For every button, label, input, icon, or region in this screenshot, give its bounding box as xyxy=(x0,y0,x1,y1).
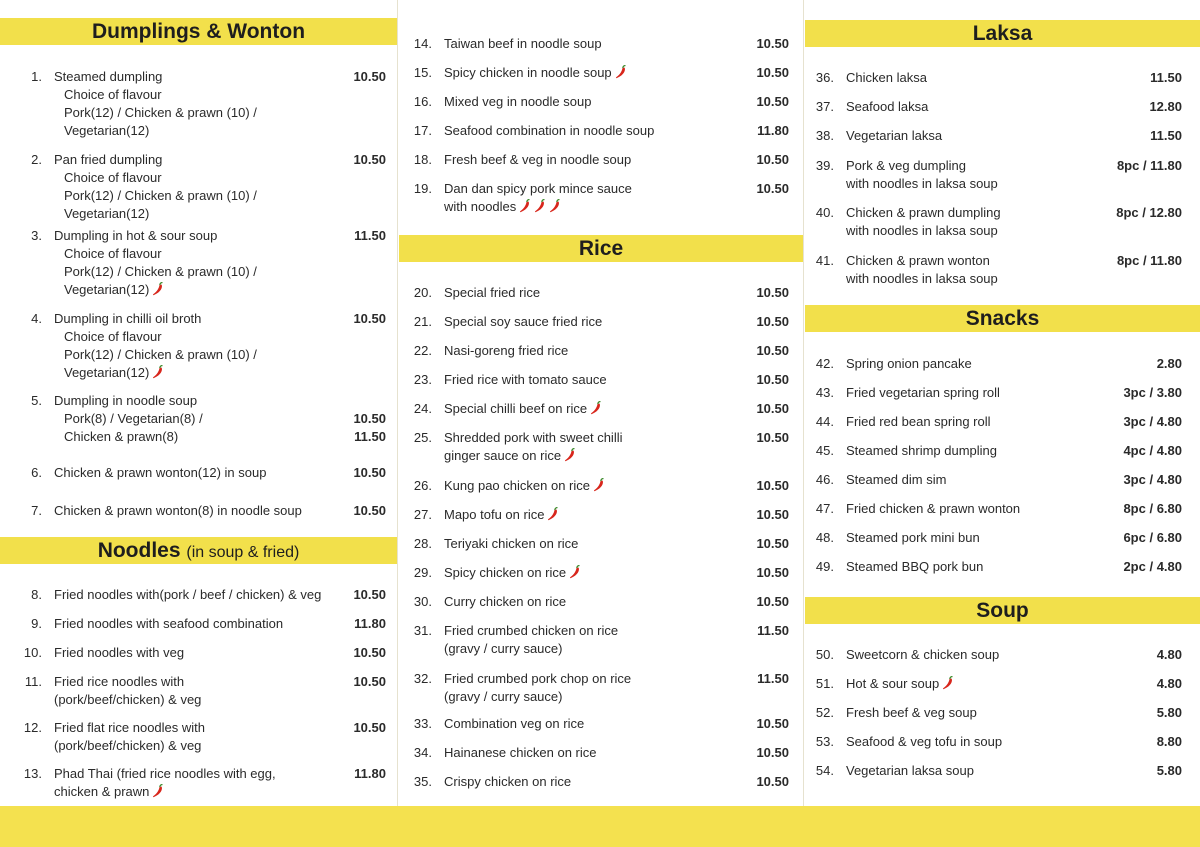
menu-item-number: 8. xyxy=(31,587,42,602)
menu-item-name: Fried rice noodles with xyxy=(54,674,185,689)
menu-item-price: 12.80 xyxy=(1149,99,1182,114)
menu-item-name: Steamed shrimp dumpling xyxy=(846,443,998,458)
menu-item-price: 3pc / 3.80 xyxy=(1123,385,1182,400)
menu-item-price: 10.50 xyxy=(756,372,789,387)
menu-item-number: 21. xyxy=(413,314,432,329)
section-subtitle-noodles: (in soup & fried) xyxy=(186,544,300,561)
menu-item-price: 11.80 xyxy=(354,616,386,631)
menu-item-price: 5.80 xyxy=(1156,763,1182,778)
menu-item xyxy=(22,227,386,299)
menu-item-name: Nasi-goreng fried rice xyxy=(444,343,569,358)
menu-item-name: Seafood combination in noodle soup xyxy=(444,123,655,138)
menu-item-detail: (pork/beef/chicken) & veg xyxy=(54,692,202,707)
spicy-indicator xyxy=(149,784,164,799)
menu-item-detail: (pork/beef/chicken) & veg xyxy=(54,738,202,753)
menu-item-price: 10.50 xyxy=(353,465,386,480)
section-heading-soup xyxy=(805,597,1200,624)
menu-item-number: 15. xyxy=(413,65,432,80)
menu-item xyxy=(22,719,386,755)
menu-item-detail: (gravy / curry sauce) xyxy=(444,689,563,704)
section-title-soup: Soup xyxy=(976,599,1029,622)
chili-pepper-icon xyxy=(590,401,602,415)
menu-item xyxy=(814,252,1182,288)
menu-item-name: Seafood laksa xyxy=(846,99,929,114)
chili-pepper-icon xyxy=(569,565,581,579)
menu-item-name: Fresh beef & veg soup xyxy=(846,705,977,720)
menu-item-price: 10.50 xyxy=(756,565,789,580)
menu-item-detail: Vegetarian(12) xyxy=(64,206,150,221)
menu-item-price: 10.50 xyxy=(756,536,789,551)
spicy-indicator xyxy=(939,676,954,691)
menu-item-name: Chicken & prawn dumpling xyxy=(846,205,1001,220)
chili-pepper-icon xyxy=(547,507,559,521)
menu-item-price: 10.50 xyxy=(353,720,386,735)
menu-item-number: 53. xyxy=(815,734,834,749)
menu-item-price: 10.50 xyxy=(756,343,789,358)
menu-item-price: 10.50 xyxy=(756,774,789,789)
menu-item-price: 8pc / 11.80 xyxy=(1116,158,1182,173)
menu-item xyxy=(412,93,789,111)
menu-item-name: Curry chicken on rice xyxy=(444,594,567,609)
menu-item xyxy=(814,704,1182,722)
spicy-indicator xyxy=(612,65,627,80)
menu-item xyxy=(22,586,386,604)
menu-item-price: 10.50 xyxy=(353,411,386,426)
menu-item-price: 3pc / 4.80 xyxy=(1123,414,1182,429)
menu-item xyxy=(814,157,1182,193)
menu-item-name: Combination veg on rice xyxy=(444,716,585,731)
menu-item-price: 4.80 xyxy=(1156,676,1182,691)
menu-item xyxy=(22,464,386,482)
menu-item-number: 33. xyxy=(413,716,432,731)
menu-item-price: 5.80 xyxy=(1156,705,1182,720)
menu-item-name: Fried rice with tomato sauce xyxy=(444,372,607,387)
menu-item xyxy=(412,477,789,495)
menu-item-price: 11.50 xyxy=(1150,128,1182,143)
menu-item-number: 10. xyxy=(23,645,42,660)
menu-item-price: 3pc / 4.80 xyxy=(1123,472,1182,487)
menu-item-detail: Choice of flavour xyxy=(64,246,162,261)
spicy-indicator xyxy=(544,507,559,522)
menu-item-price: 10.50 xyxy=(756,716,789,731)
menu-item-detail: Pork(12) / Chicken & prawn (10) / xyxy=(64,188,257,203)
menu-item-number: 22. xyxy=(413,343,432,358)
spicy-indicator xyxy=(561,448,576,463)
menu-item-name: Dumpling in noodle soup xyxy=(54,393,198,408)
menu-item-number: 45. xyxy=(815,443,834,458)
menu-item-number: 1. xyxy=(31,69,42,84)
menu-item-detail: Vegetarian(12) xyxy=(64,281,164,299)
menu-item xyxy=(814,98,1182,116)
menu-item-number: 36. xyxy=(815,70,834,85)
menu-item-name: Shredded pork with sweet chilli xyxy=(444,430,623,445)
spicy-indicator xyxy=(587,401,602,416)
menu-item-name: Special fried rice xyxy=(444,285,541,300)
panel-fold-left xyxy=(397,0,398,806)
spicy-indicator xyxy=(149,282,164,297)
menu-item-name: Chicken laksa xyxy=(846,70,927,85)
menu-item xyxy=(412,773,789,791)
menu-item-price: 10.50 xyxy=(756,314,789,329)
menu-item-number: 48. xyxy=(815,530,834,545)
menu-item-price: 2.80 xyxy=(1156,356,1182,371)
menu-item-name: Fried flat rice noodles with xyxy=(54,720,206,735)
section-heading-laksa xyxy=(805,20,1200,47)
menu-item-number: 29. xyxy=(413,565,432,580)
menu-item-number: 35. xyxy=(413,774,432,789)
menu-item-name: Dumpling in chilli oil broth xyxy=(54,311,202,326)
menu-item-price: 11.80 xyxy=(354,766,386,781)
menu-item xyxy=(814,471,1182,489)
menu-item xyxy=(412,151,789,169)
menu-item-price: 2pc / 4.80 xyxy=(1123,559,1182,574)
menu-item xyxy=(814,558,1182,576)
chili-pepper-icon xyxy=(615,65,627,79)
menu-item xyxy=(814,204,1182,240)
menu-item-number: 4. xyxy=(31,311,42,326)
menu-item-price: 10.50 xyxy=(756,745,789,760)
menu-item-name: Spicy chicken in noodle soup xyxy=(444,64,627,82)
menu-item xyxy=(412,122,789,140)
menu-item xyxy=(814,675,1182,693)
section-title-laksa: Laksa xyxy=(972,22,1033,45)
menu-item xyxy=(412,284,789,302)
menu-item-name: Dumpling in hot & sour soup xyxy=(54,228,218,243)
menu-item-name: Special chilli beef on rice xyxy=(444,400,602,418)
menu-item-name: Phad Thai (fried rice noodles with egg, xyxy=(54,766,276,781)
menu-item-name: Mixed veg in noodle soup xyxy=(444,94,592,109)
menu-item xyxy=(814,355,1182,373)
menu-item-detail: Choice of flavour xyxy=(64,87,162,102)
menu-item-number: 30. xyxy=(413,594,432,609)
menu-item-price: 11.50 xyxy=(1150,70,1182,85)
menu-item-detail: Pork(12) / Chicken & prawn (10) / xyxy=(64,264,257,279)
menu-item-number: 41. xyxy=(815,253,834,268)
menu-item-price: 4pc / 4.80 xyxy=(1123,443,1182,458)
menu-item-name: Spicy chicken on rice xyxy=(444,564,581,582)
menu-item xyxy=(412,400,789,418)
menu-item-number: 50. xyxy=(815,647,834,662)
panel-fold-right xyxy=(803,0,804,806)
menu-item-price: 11.50 xyxy=(757,623,789,638)
menu-item-name: Steamed BBQ pork bun xyxy=(846,559,984,574)
menu-item-name: Fried vegetarian spring roll xyxy=(846,385,1000,400)
menu-item-number: 40. xyxy=(815,205,834,220)
menu-item xyxy=(412,342,789,360)
menu-item xyxy=(814,384,1182,402)
menu-item-detail: Pork(8) / Vegetarian(8) / xyxy=(64,411,203,426)
menu-item-name: Taiwan beef in noodle soup xyxy=(444,36,602,51)
menu-item xyxy=(814,529,1182,547)
menu-item xyxy=(814,69,1182,87)
menu-item-name: Fried noodles with veg xyxy=(54,645,185,660)
menu-item-price: 10.50 xyxy=(756,430,789,445)
menu-item-number: 47. xyxy=(815,501,834,516)
menu-item-number: 19. xyxy=(413,181,432,196)
menu-item-name: Chicken & prawn wonton(12) in soup xyxy=(54,465,267,480)
menu-item-price: 10.50 xyxy=(756,478,789,493)
menu-item-price: 8.80 xyxy=(1156,734,1182,749)
menu-item xyxy=(22,68,386,140)
menu-item-detail: Vegetarian(12) xyxy=(64,364,164,382)
menu-item-number: 5. xyxy=(31,393,42,408)
menu-item-detail: Pork(12) / Chicken & prawn (10) / xyxy=(64,347,257,362)
menu-item-number: 32. xyxy=(413,671,432,686)
menu-item-number: 43. xyxy=(815,385,834,400)
menu-item-price: 11.50 xyxy=(354,429,386,444)
menu-item-price: 10.50 xyxy=(353,311,386,326)
menu-item-price: 10.50 xyxy=(756,94,789,109)
menu-item-name: Fried crumbed chicken on rice xyxy=(444,623,619,638)
menu-item-price: 11.50 xyxy=(354,228,386,243)
menu-item-price: 10.50 xyxy=(353,587,386,602)
section-title-dumplings: Dumplings & Wonton xyxy=(91,20,306,43)
menu-item-number: 38. xyxy=(815,128,834,143)
section-heading-dumplings xyxy=(0,18,397,45)
menu-item-name: Hainanese chicken on rice xyxy=(444,745,597,760)
spicy-indicator xyxy=(516,199,561,214)
menu-item-name: Sweetcorn & chicken soup xyxy=(846,647,1000,662)
menu-item-price: 10.50 xyxy=(756,594,789,609)
menu-item-number: 12. xyxy=(23,720,42,735)
menu-item-name: Fried crumbed pork chop on rice xyxy=(444,671,632,686)
chili-pepper-icon xyxy=(152,365,164,379)
menu-item-detail: with noodles in laksa soup xyxy=(846,176,998,191)
menu-item-number: 2. xyxy=(31,152,42,167)
chili-pepper-icon xyxy=(152,784,164,798)
menu-item-name: Pan fried dumpling xyxy=(54,152,163,167)
section-heading-noodles xyxy=(0,537,397,564)
menu-item-detail: Vegetarian(12) xyxy=(64,123,150,138)
menu-item-number: 11. xyxy=(24,674,42,689)
menu-item-number: 16. xyxy=(413,94,432,109)
menu-item-name: Special soy sauce fried rice xyxy=(444,314,603,329)
menu-item-name: Steamed dumpling xyxy=(54,69,163,84)
menu-item-detail: ginger sauce on rice xyxy=(444,447,576,465)
menu-item-number: 39. xyxy=(815,158,834,173)
menu-item-price: 10.50 xyxy=(353,674,386,689)
chili-pepper-icon xyxy=(564,448,576,462)
menu-item-number: 49. xyxy=(815,559,834,574)
menu-item xyxy=(22,615,386,633)
chili-pepper-icon xyxy=(942,676,954,690)
menu-item xyxy=(22,502,386,520)
menu-item xyxy=(412,593,789,611)
menu-item-price: 10.50 xyxy=(756,285,789,300)
menu-item xyxy=(22,673,386,709)
menu-item-number: 25. xyxy=(413,430,432,445)
menu-item-detail: with noodles in laksa soup xyxy=(846,223,998,238)
menu-item-price: 10.50 xyxy=(756,181,789,196)
spicy-indicator xyxy=(149,365,164,380)
menu-item-detail: with noodles xyxy=(444,198,561,216)
menu-item-name: Chicken & prawn wonton(8) in noodle soup xyxy=(54,503,302,518)
menu-item-price: 10.50 xyxy=(353,69,386,84)
menu-item xyxy=(814,500,1182,518)
menu-item xyxy=(22,765,386,801)
menu-item-number: 13. xyxy=(23,766,42,781)
menu-item xyxy=(22,644,386,662)
menu-item xyxy=(412,371,789,389)
menu-item xyxy=(22,151,386,223)
menu-item-name: Crispy chicken on rice xyxy=(444,774,572,789)
menu-item-number: 26. xyxy=(413,478,432,493)
section-title-noodles: Noodles xyxy=(97,539,181,562)
menu-item-price: 10.50 xyxy=(756,507,789,522)
menu-item-detail: Choice of flavour xyxy=(64,170,162,185)
menu-item-price: 11.50 xyxy=(757,671,789,686)
menu-item-detail: chicken & prawn xyxy=(54,783,164,801)
section-heading-rice xyxy=(399,235,803,262)
menu-item-price: 10.50 xyxy=(756,401,789,416)
menu-item-number: 20. xyxy=(413,285,432,300)
menu-item xyxy=(412,622,789,658)
chili-pepper-icon xyxy=(534,199,546,213)
menu-item-name: Fried noodles with(pork / beef / chicken) & veg xyxy=(54,587,322,602)
menu-item-number: 3. xyxy=(31,228,42,243)
menu-item-name: Fried chicken & prawn wonton xyxy=(846,501,1021,516)
menu-item-name: Pork & veg dumpling xyxy=(846,158,966,173)
menu-item xyxy=(814,646,1182,664)
menu-item-price: 10.50 xyxy=(353,152,386,167)
menu-item xyxy=(412,715,789,733)
menu-item xyxy=(814,413,1182,431)
menu-item-number: 28. xyxy=(413,536,432,551)
menu-item-price: 10.50 xyxy=(756,152,789,167)
menu-item xyxy=(412,535,789,553)
menu-item-number: 6. xyxy=(31,465,42,480)
menu-item-name: Seafood & veg tofu in soup xyxy=(846,734,1003,749)
menu-item-name: Vegetarian laksa xyxy=(846,128,943,143)
menu-item-name: Teriyaki chicken on rice xyxy=(444,536,579,551)
menu-item-price: 8pc / 6.80 xyxy=(1123,501,1182,516)
menu-item xyxy=(412,64,789,82)
menu-item-name: Steamed pork mini bun xyxy=(846,530,980,545)
menu-item-detail: Choice of flavour xyxy=(64,329,162,344)
menu-item xyxy=(412,744,789,762)
menu-item-number: 42. xyxy=(815,356,834,371)
menu-item-name: Spring onion pancake xyxy=(846,356,972,371)
menu-item-name: Hot & sour soup xyxy=(846,675,954,693)
menu-item xyxy=(412,429,789,465)
menu-item-number: 34. xyxy=(413,745,432,760)
menu-item-price: 10.50 xyxy=(756,65,789,80)
menu-item-number: 52. xyxy=(815,705,834,720)
menu-item-number: 44. xyxy=(815,414,834,429)
menu-item-name: Chicken & prawn wonton xyxy=(846,253,990,268)
menu-item xyxy=(814,442,1182,460)
menu-item-price: 4.80 xyxy=(1156,647,1182,662)
menu-item-number: 18. xyxy=(413,152,432,167)
menu-item-name: Fried red bean spring roll xyxy=(846,414,991,429)
menu-item-name: Dan dan spicy pork mince sauce xyxy=(444,181,632,196)
menu-item-price: 10.50 xyxy=(353,503,386,518)
menu-item-number: 51. xyxy=(815,676,834,691)
menu-item-detail: Pork(12) / Chicken & prawn (10) / xyxy=(64,105,257,120)
menu-item xyxy=(814,733,1182,751)
menu-item-name: Steamed dim sim xyxy=(846,472,947,487)
menu-item-name: Fried noodles with seafood combination xyxy=(54,616,284,631)
section-heading-snacks xyxy=(805,305,1200,332)
menu-item-name: Fresh beef & veg in noodle soup xyxy=(444,152,632,167)
menu-item-number: 23. xyxy=(413,372,432,387)
menu-item-number: 54. xyxy=(815,763,834,778)
chili-pepper-icon xyxy=(519,199,531,213)
chili-pepper-icon xyxy=(152,282,164,296)
menu-item-number: 27. xyxy=(413,507,432,522)
menu-item-number: 9. xyxy=(31,616,42,631)
chili-pepper-icon xyxy=(593,478,605,492)
menu-item xyxy=(412,180,789,216)
menu-item xyxy=(412,313,789,331)
menu-item-number: 31. xyxy=(413,623,432,638)
menu-item xyxy=(814,127,1182,145)
menu-item-number: 14. xyxy=(413,36,432,51)
menu-item-number: 37. xyxy=(815,99,834,114)
menu-item-name: Kung pao chicken on rice xyxy=(444,477,605,495)
menu-item-number: 7. xyxy=(31,503,42,518)
menu-item-number: 17. xyxy=(413,123,432,138)
bottom-band xyxy=(0,806,1200,847)
menu-item xyxy=(814,762,1182,780)
menu-item xyxy=(412,564,789,582)
chili-pepper-icon xyxy=(549,199,561,213)
menu-item-detail: (gravy / curry sauce) xyxy=(444,641,563,656)
menu-item xyxy=(412,670,789,706)
menu-item-price: 8pc / 11.80 xyxy=(1116,253,1182,268)
menu-item-price: 6pc / 6.80 xyxy=(1123,530,1182,545)
menu-item xyxy=(22,310,386,382)
spicy-indicator xyxy=(590,478,605,493)
menu-item-price: 11.80 xyxy=(757,123,789,138)
menu-item-price: 10.50 xyxy=(353,645,386,660)
menu-item-detail: with noodles in laksa soup xyxy=(846,271,998,286)
menu-item-price: 8pc / 12.80 xyxy=(1116,205,1182,220)
section-title-snacks: Snacks xyxy=(965,307,1040,330)
menu-item xyxy=(22,392,386,446)
menu-item-number: 24. xyxy=(413,401,432,416)
menu-item-name: Vegetarian laksa soup xyxy=(846,763,974,778)
menu-item xyxy=(412,506,789,524)
menu-item-number: 46. xyxy=(815,472,834,487)
spicy-indicator xyxy=(566,565,581,580)
menu-item-name: Mapo tofu on rice xyxy=(444,506,559,524)
section-title-rice: Rice xyxy=(578,237,624,260)
menu-item-price: 10.50 xyxy=(756,36,789,51)
menu-item-detail: Chicken & prawn(8) xyxy=(64,429,179,444)
menu-item xyxy=(412,35,789,53)
